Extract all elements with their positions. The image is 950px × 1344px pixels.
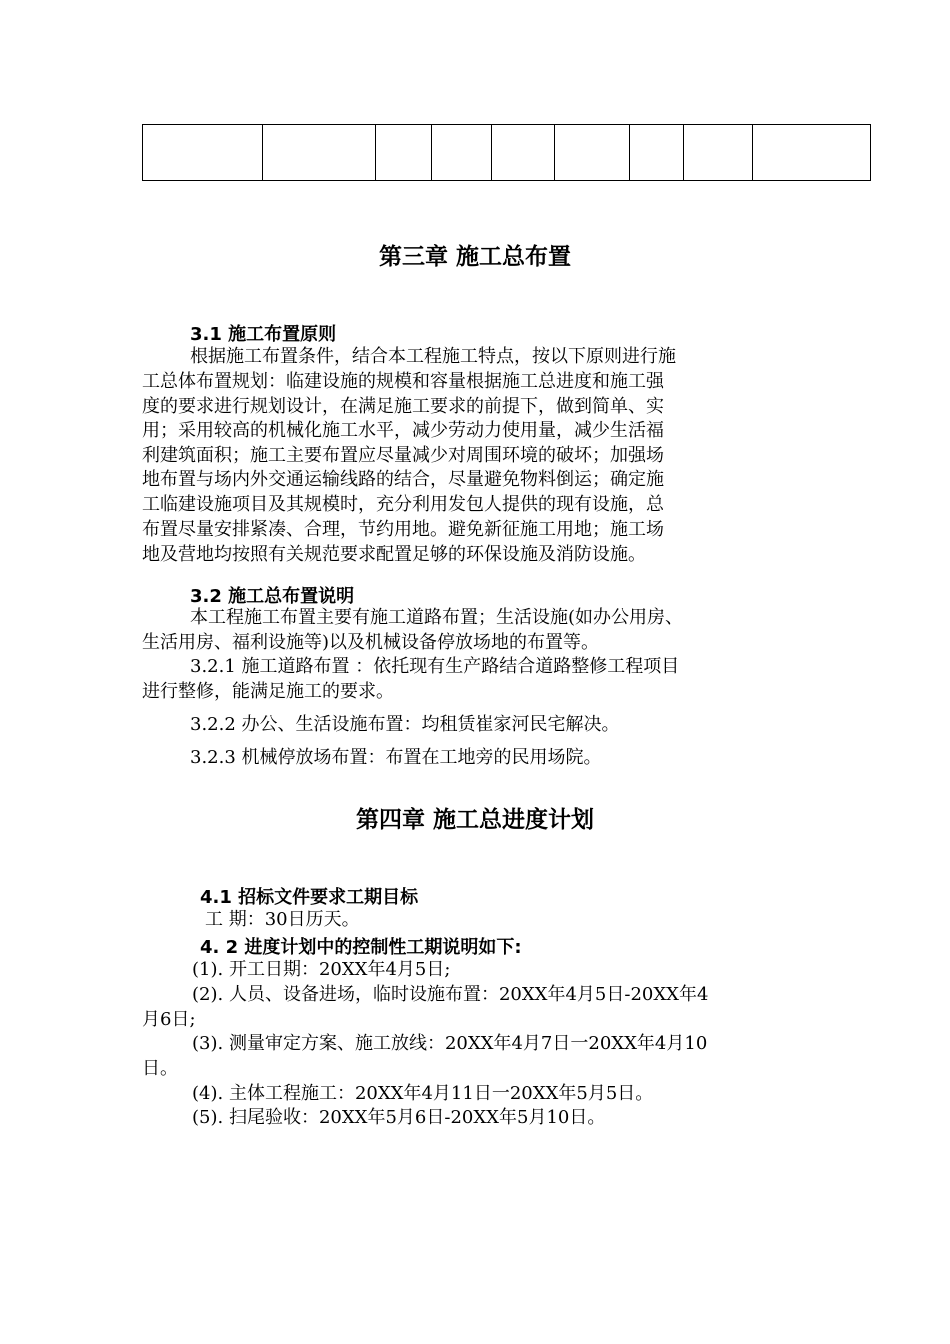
paragraph-line: 用；采用较高的机械化施工水平，减少劳动力使用量，减少生活福 [142,420,664,441]
list-item: 日。 [142,1058,178,1079]
section-3-2-heading: 3.2 施工总布置说明 [190,586,355,607]
paragraph-line: 地及营地均按照有关规范要求配置足够的环保设施及消防设施。 [142,544,646,565]
list-item: 月6日; [142,1009,196,1030]
table-cell [263,125,376,181]
paragraph-line: 地布置与场内外交通运输线路的结合，尽量避免物料倒运；确定施 [142,469,664,490]
paragraph-line: 度的要求进行规划设计，在满足施工要求的前提下，做到简单、实 [142,396,664,417]
list-item: (2). 人员、设备进场，临时设施布置：20XX年4月5日-20XX年4 [192,984,709,1005]
paragraph-line: 工临建设施项目及其规模时，充分利用发包人提供的现有设施，总 [142,494,664,515]
section-4-1-heading: 4.1 招标文件要求工期目标 [200,887,419,908]
paragraph-line: 生活用房、福利设施等)以及机械设备停放场地的布置等。 [142,632,600,653]
chapter-4-title: 第四章 施工总进度计划 [355,807,594,833]
table-row [143,125,871,181]
table-cell [143,125,263,181]
paragraph-line: 根据施工布置条件，结合本工程施工特点，按以下原则进行施 [190,346,676,367]
list-item: (5). 扫尾验收：20XX年5月6日-20XX年5月10日。 [192,1107,606,1128]
paragraph-line: 进行整修，能满足施工的要求。 [142,681,394,702]
blank-table [142,124,871,181]
list-item: (1). 开工日期：20XX年4月5日; [192,959,451,980]
table-cell [432,125,492,181]
table-cell [492,125,555,181]
section-3-1-heading: 3.1 施工布置原则 [190,324,337,345]
paragraph-line: 3.2.3 机械停放场布置：布置在工地旁的民用场院。 [190,747,602,768]
table-cell [684,125,753,181]
chapter-3-title: 第三章 施工总布置 [378,244,571,270]
paragraph-line: 工总体布置规划：临建设施的规模和容量根据施工总进度和施工强 [142,371,664,392]
table-cell [630,125,684,181]
section-4-2-heading: 4. 2 进度计划中的控制性工期说明如下: [200,937,522,958]
paragraph-line: 布置尽量安排紧凑、合理，节约用地。避免新征施工用地；施工场 [142,519,664,540]
table-cell [753,125,871,181]
paragraph-line: 3.2.2 办公、生活设施布置：均租赁崔家河民宅解决。 [190,714,620,735]
table-cell [376,125,432,181]
paragraph-line: 3.2.1 施工道路布置 ：依托现有生产路结合道路整修工程项目 [190,656,680,677]
list-item: (4). 主体工程施工：20XX年4月11日一20XX年5月5日。 [192,1083,654,1104]
paragraph-line: 本工程施工布置主要有施工道路布置；生活设施(如办公用房、 [190,607,684,628]
table-cell [555,125,630,181]
paragraph-line: 工 期：30日历天。 [205,909,360,930]
list-item: (3). 测量审定方案、施工放线：20XX年4月7日一20XX年4月10 [192,1033,708,1054]
paragraph-line: 利建筑面积；施工主要布置应尽量减少对周围环境的破坏；加强场 [142,445,664,466]
